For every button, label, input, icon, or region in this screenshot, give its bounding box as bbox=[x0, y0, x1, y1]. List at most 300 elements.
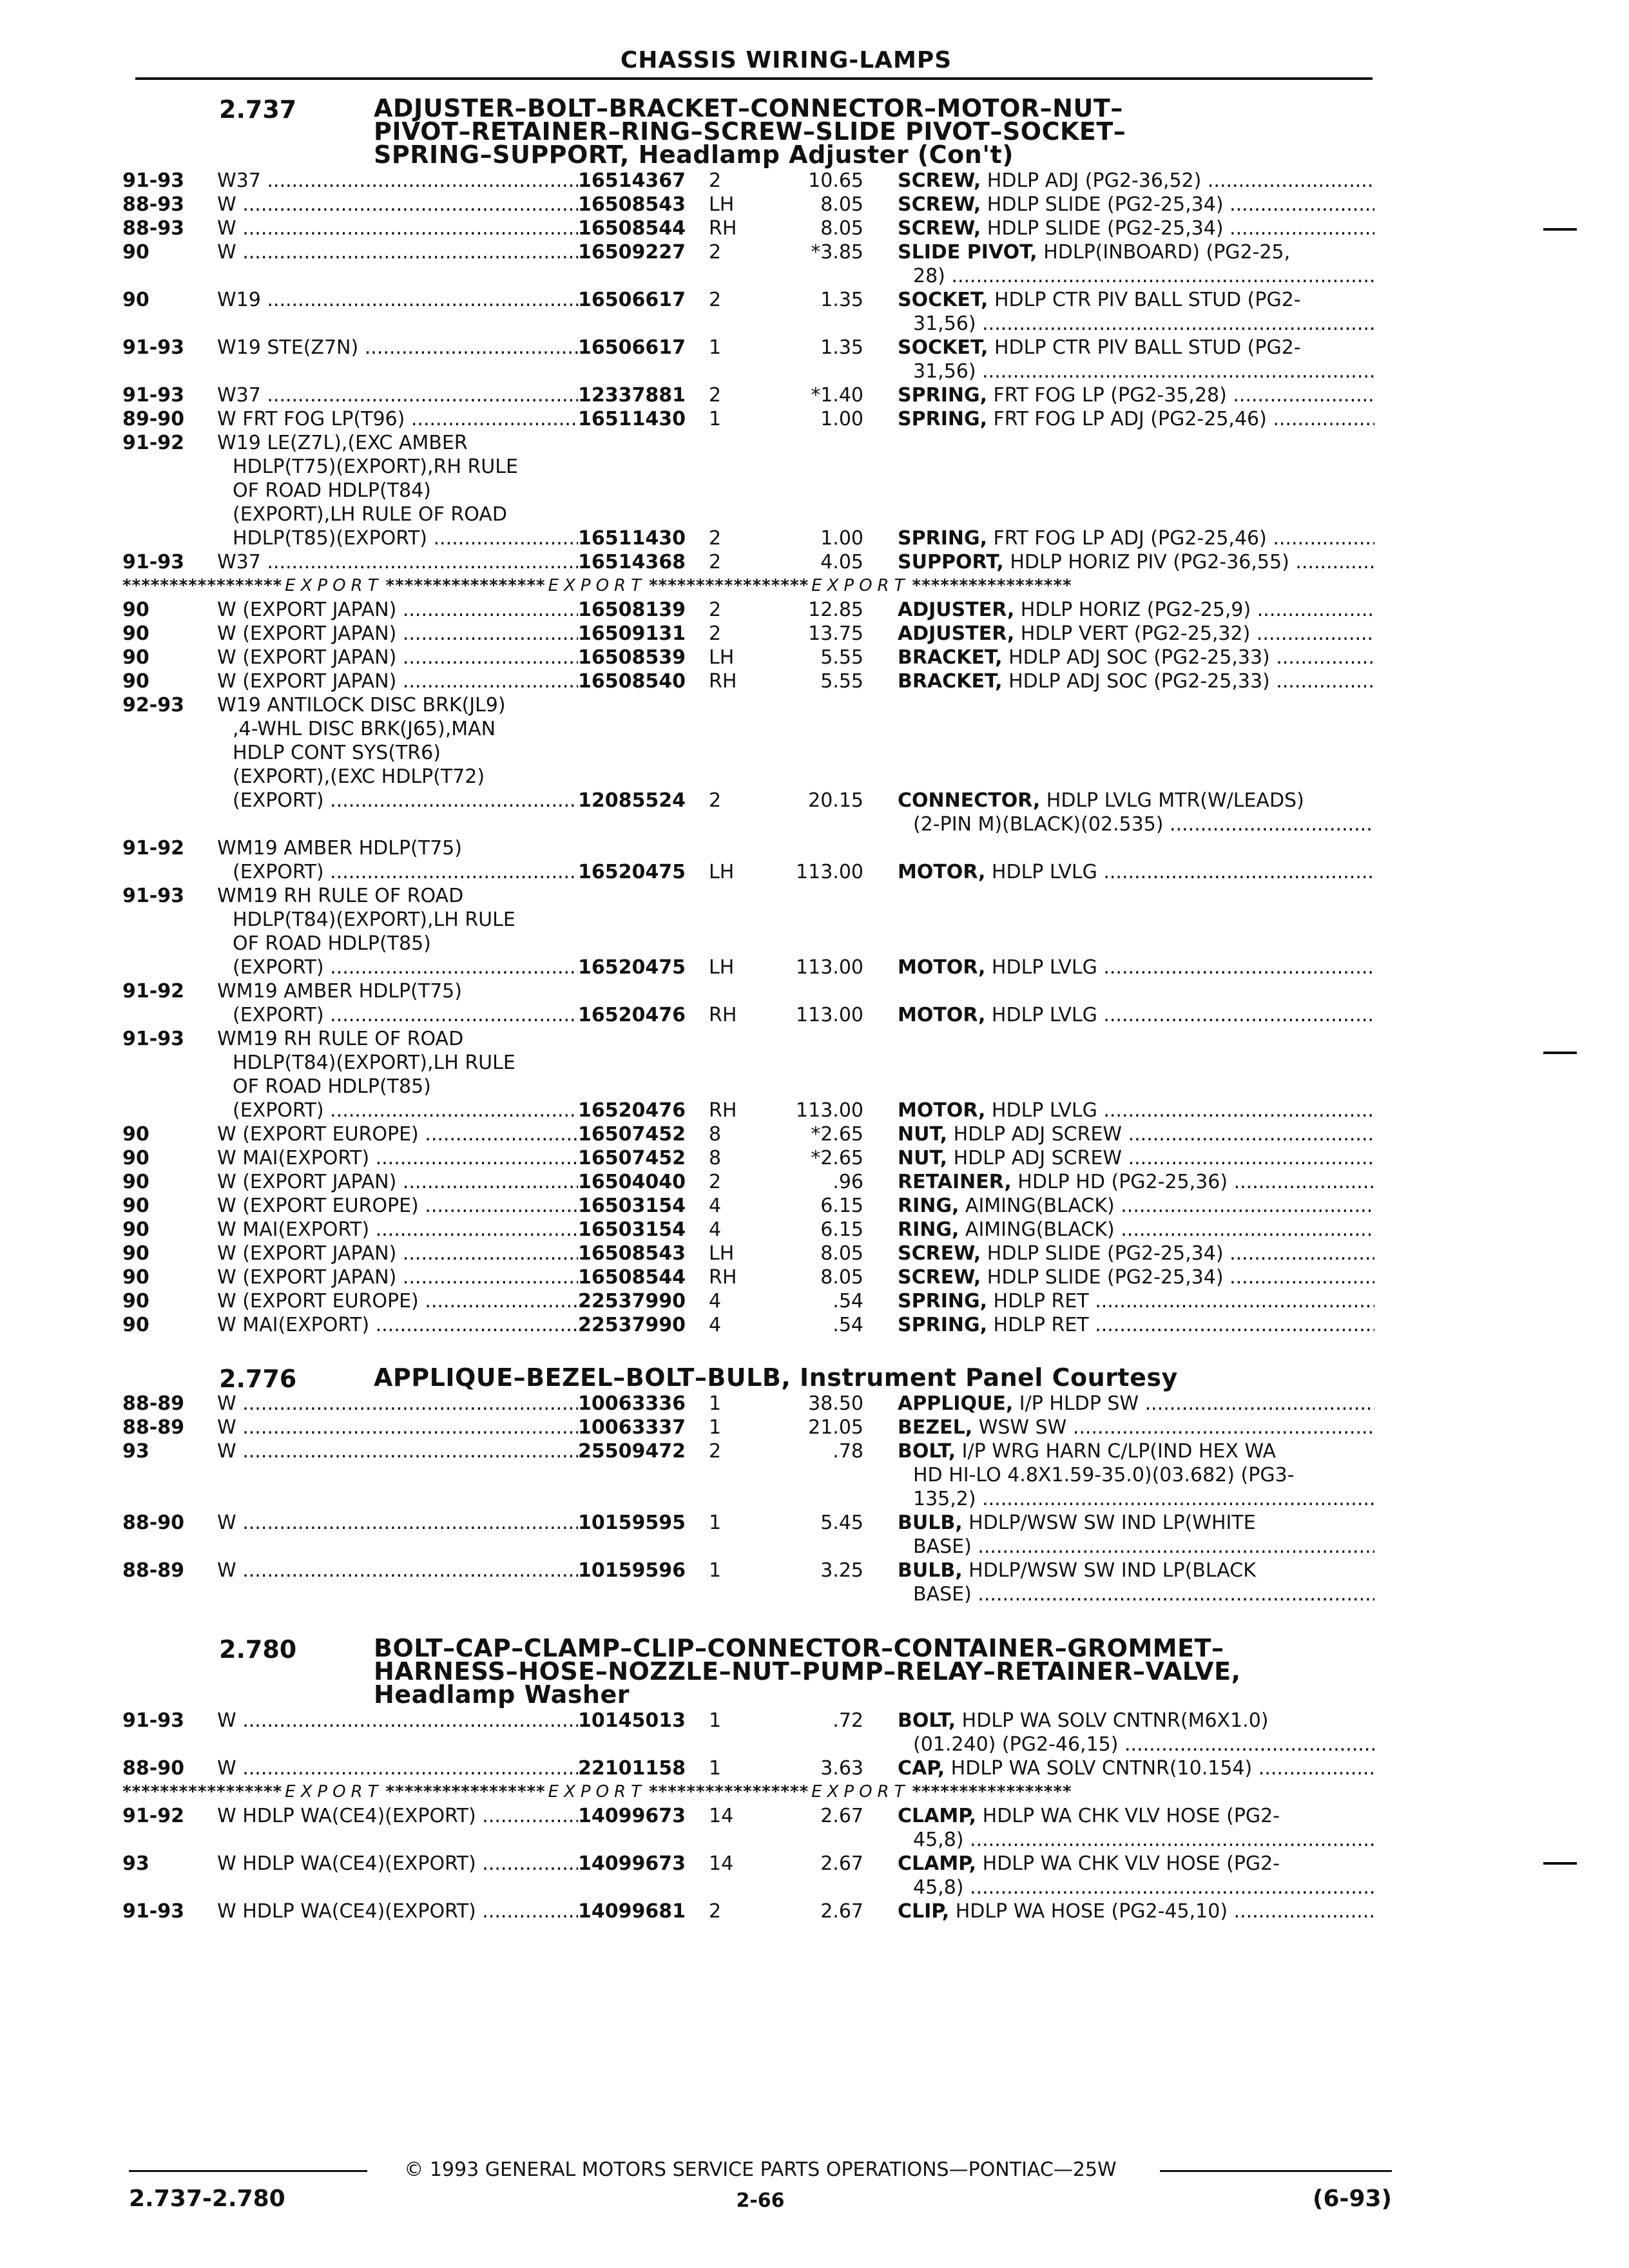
section-2-776 bbox=[122, 1363, 1385, 1606]
list-price: .54 bbox=[833, 1314, 863, 1336]
description-line bbox=[898, 1099, 1374, 1122]
model-application bbox=[217, 1289, 578, 1313]
part-row bbox=[122, 1027, 1385, 1122]
parts-table bbox=[122, 169, 1385, 1337]
section-title-line: PIVOT–RETAINER–RING–SCREW–SLIDE PIVOT–SOCKET– bbox=[374, 117, 1126, 146]
part-name: SCREW, bbox=[898, 1242, 981, 1265]
model-line: ,4-WHL DISC BRK(J65),MAN bbox=[233, 718, 496, 740]
part-name: BOLT, bbox=[898, 1440, 956, 1463]
description-line bbox=[898, 1265, 1374, 1289]
part-row bbox=[122, 431, 1385, 550]
model-line: W HDLP WA(CE4)(EXPORT) ..... bbox=[217, 1852, 578, 1876]
part-detail: HDLP(INBOARD) (PG2-25, bbox=[1037, 241, 1291, 264]
quantity: 2 bbox=[709, 622, 722, 645]
list-price: 1.35 bbox=[820, 289, 863, 311]
part-detail: HDLP WA SOLV CNTNR(M6X1.0) bbox=[956, 1709, 1269, 1732]
part-detail: I/P WRG HARN C/LP(IND HEX WA bbox=[956, 1440, 1277, 1463]
part-number: 16511430 bbox=[578, 527, 686, 550]
model-application bbox=[217, 1265, 578, 1289]
model-years: 91-92 bbox=[122, 1805, 184, 1827]
part-number: 16507452 bbox=[578, 1147, 686, 1169]
list-price: 20.15 bbox=[808, 789, 863, 812]
part-detail: HDLP SLIDE (PG2-25,34) bbox=[981, 1266, 1224, 1289]
part-name: CAP, bbox=[898, 1757, 945, 1780]
model-line: W ..... bbox=[217, 1756, 578, 1780]
part-name: CLAMP, bbox=[898, 1852, 977, 1875]
model-line: W (EXPORT EUROPE) ..... bbox=[217, 1122, 578, 1146]
part-number: 16504040 bbox=[578, 1171, 686, 1193]
model-years: 90 bbox=[122, 646, 149, 669]
model-application bbox=[217, 288, 578, 312]
separator-label: EXPORT bbox=[285, 1782, 383, 1802]
model-line: W ..... bbox=[217, 1709, 578, 1733]
quantity: 4 bbox=[709, 1218, 722, 1241]
model-years: 91-92 bbox=[122, 837, 184, 860]
separator-label: EXPORT bbox=[285, 576, 383, 595]
part-row bbox=[122, 598, 1385, 622]
list-price: 5.55 bbox=[820, 670, 863, 693]
description-line bbox=[898, 1003, 1374, 1027]
part-number: 16508543 bbox=[578, 193, 686, 216]
model-line: W (EXPORT JAPAN) ..... bbox=[217, 1265, 578, 1289]
list-price: 2.67 bbox=[820, 1900, 863, 1923]
list-price: 13.75 bbox=[808, 622, 863, 645]
description-line bbox=[898, 1289, 1374, 1313]
footer-date: (6-93) bbox=[1313, 2186, 1392, 2212]
part-row bbox=[122, 1289, 1385, 1313]
list-price: 12.85 bbox=[808, 599, 863, 621]
part-description bbox=[898, 1559, 1374, 1606]
part-name: SPRING, bbox=[898, 1290, 987, 1312]
part-description bbox=[898, 1122, 1374, 1146]
part-number: 16514368 bbox=[578, 551, 686, 573]
model-line: HDLP CONT SYS(TR6) bbox=[233, 742, 441, 764]
part-row bbox=[122, 884, 1385, 979]
part-detail: HDLP WA CHK VLV HOSE (PG2- bbox=[976, 1852, 1280, 1875]
model-application bbox=[217, 1756, 578, 1780]
description-line: (01.240) (PG2-46,15) ..... bbox=[898, 1733, 1374, 1756]
part-name: SCREW, bbox=[898, 193, 981, 216]
model-application bbox=[217, 1218, 578, 1242]
model-years: 90 bbox=[122, 289, 149, 311]
description-line: 135,2) ..... bbox=[898, 1487, 1374, 1511]
part-row bbox=[122, 1218, 1385, 1242]
footer-rule-right bbox=[1160, 2170, 1392, 2172]
description-line bbox=[898, 383, 1374, 407]
model-line: W37 ..... bbox=[217, 383, 578, 407]
part-description bbox=[898, 1003, 1374, 1027]
quantity: LH bbox=[709, 861, 735, 883]
part-description bbox=[898, 169, 1374, 193]
model-application bbox=[217, 622, 578, 646]
model-years: 93 bbox=[122, 1440, 149, 1463]
part-number: 16508139 bbox=[578, 599, 686, 621]
description-line bbox=[898, 550, 1374, 574]
running-head: CHASSIS WIRING-LAMPS bbox=[620, 47, 952, 73]
part-description bbox=[898, 193, 1374, 216]
part-detail: HDLP ADJ SCREW bbox=[947, 1147, 1123, 1169]
part-row bbox=[122, 240, 1385, 288]
section-heading bbox=[122, 94, 1385, 169]
model-line: W37 ..... bbox=[217, 169, 578, 193]
part-detail: FRT FOG LP ADJ (PG2-25,46) bbox=[987, 408, 1267, 430]
list-price: .72 bbox=[833, 1709, 863, 1732]
model-years: 90 bbox=[122, 1218, 149, 1241]
part-row bbox=[122, 1242, 1385, 1265]
description-line bbox=[898, 669, 1374, 693]
part-name: SCREW, bbox=[898, 169, 981, 192]
part-name: SPRING, bbox=[898, 527, 987, 550]
model-line: W MAI(EXPORT) ..... bbox=[217, 1218, 578, 1242]
part-detail: AIMING(BLACK) bbox=[959, 1218, 1115, 1241]
model-line: W ..... bbox=[217, 1392, 578, 1416]
part-number: 12337881 bbox=[578, 384, 686, 407]
model-years: 90 bbox=[122, 1123, 149, 1146]
part-row bbox=[122, 1756, 1385, 1780]
model-application bbox=[217, 1313, 578, 1337]
description-line bbox=[898, 216, 1374, 240]
quantity: RH bbox=[709, 217, 737, 240]
model-years: 88-93 bbox=[122, 193, 184, 216]
part-name: RETAINER, bbox=[898, 1171, 1012, 1193]
separator-label: EXPORT bbox=[811, 1782, 910, 1802]
separator-stars: ***************** bbox=[649, 1782, 809, 1802]
part-row bbox=[122, 288, 1385, 336]
quantity: LH bbox=[709, 646, 735, 669]
model-years: 91-92 bbox=[122, 432, 184, 454]
model-application bbox=[217, 1027, 578, 1122]
part-row bbox=[122, 1265, 1385, 1289]
list-price: .96 bbox=[833, 1171, 863, 1193]
parts-table bbox=[122, 1709, 1385, 1923]
part-number: 16509227 bbox=[578, 241, 686, 264]
list-price: .78 bbox=[833, 1440, 863, 1463]
section-title-line bbox=[374, 1680, 1340, 1709]
part-number: 16508539 bbox=[578, 646, 686, 669]
description-line bbox=[898, 1313, 1374, 1337]
model-years: 91-93 bbox=[122, 169, 184, 192]
part-detail: HDLP LVLG bbox=[985, 861, 1097, 883]
part-name: ADJUSTER, bbox=[898, 622, 1015, 645]
model-application bbox=[217, 1170, 578, 1194]
model-line: W HDLP WA(CE4)(EXPORT) ..... bbox=[217, 1804, 578, 1828]
list-price: 5.55 bbox=[820, 646, 863, 669]
model-line: W19 LE(Z7L),(EXC AMBER bbox=[217, 432, 468, 454]
section-title-line: BOLT–CAP–CLAMP–CLIP–CONNECTOR–CONTAINER–GROMMET– bbox=[374, 1634, 1224, 1662]
part-detail: HDLP ADJ SOC (PG2-25,33) bbox=[1002, 670, 1270, 693]
section-title bbox=[374, 1634, 1340, 1709]
model-line: W (EXPORT EUROPE) ..... bbox=[217, 1194, 578, 1218]
part-number: 10063337 bbox=[578, 1416, 686, 1439]
quantity: 1 bbox=[709, 408, 722, 430]
model-line: W (EXPORT JAPAN) ..... bbox=[217, 1242, 578, 1265]
part-description bbox=[898, 1218, 1374, 1242]
part-number: 16507452 bbox=[578, 1123, 686, 1146]
list-price: 3.25 bbox=[820, 1559, 863, 1582]
model-application bbox=[217, 1146, 578, 1170]
list-price: 5.45 bbox=[820, 1512, 863, 1534]
model-application bbox=[217, 669, 578, 693]
description-line bbox=[898, 1122, 1374, 1146]
description-line bbox=[898, 193, 1374, 216]
margin-mark bbox=[1543, 1052, 1577, 1054]
part-description bbox=[898, 1756, 1374, 1780]
quantity: RH bbox=[709, 1004, 737, 1026]
separator-stars: ***************** bbox=[385, 1782, 546, 1802]
part-row bbox=[122, 1122, 1385, 1146]
separator-stars: ***************** bbox=[912, 576, 1072, 595]
model-line: W37 ..... bbox=[217, 550, 578, 574]
model-line: W ..... bbox=[217, 216, 578, 240]
part-description bbox=[898, 1439, 1374, 1511]
section-title bbox=[374, 1363, 1340, 1392]
quantity: LH bbox=[709, 193, 735, 216]
part-row bbox=[122, 1709, 1385, 1756]
separator-stars: ***************** bbox=[385, 576, 546, 595]
quantity: RH bbox=[709, 1266, 737, 1289]
part-description bbox=[898, 1194, 1374, 1218]
model-line: W ..... bbox=[217, 1559, 578, 1582]
part-row bbox=[122, 979, 1385, 1027]
quantity: 2 bbox=[709, 789, 722, 812]
part-row bbox=[122, 216, 1385, 240]
part-detail: HDLP HD (PG2-25,36) bbox=[1011, 1171, 1228, 1193]
part-description bbox=[898, 1146, 1374, 1170]
model-line: (EXPORT) ..... bbox=[217, 789, 578, 812]
part-detail: HDLP SLIDE (PG2-25,34) bbox=[981, 217, 1224, 240]
quantity: 2 bbox=[709, 527, 722, 550]
quantity: 2 bbox=[709, 1171, 722, 1193]
part-detail: HDLP WA SOLV CNTNR(10.154) bbox=[945, 1757, 1253, 1780]
model-years: 91-93 bbox=[122, 336, 184, 359]
model-years: 91-93 bbox=[122, 885, 184, 907]
part-detail: HDLP/WSW SW IND LP(WHITE bbox=[962, 1512, 1256, 1534]
part-name: MOTOR, bbox=[898, 1099, 986, 1122]
part-name: SPRING, bbox=[898, 384, 987, 407]
part-name: CLIP, bbox=[898, 1900, 950, 1923]
model-application bbox=[217, 836, 578, 884]
part-detail: HDLP HORIZ PIV (PG2-36,55) bbox=[1003, 551, 1289, 573]
quantity: 2 bbox=[709, 241, 722, 264]
part-name: BOLT, bbox=[898, 1709, 956, 1732]
quantity: 8 bbox=[709, 1147, 722, 1169]
description-line bbox=[898, 1194, 1374, 1218]
part-row bbox=[122, 1899, 1385, 1923]
list-price: 1.35 bbox=[820, 336, 863, 359]
part-number: 16509131 bbox=[578, 622, 686, 645]
model-line: W MAI(EXPORT) ..... bbox=[217, 1313, 578, 1337]
part-name: SCREW, bbox=[898, 217, 981, 240]
description-line bbox=[898, 288, 1374, 312]
model-years: 90 bbox=[122, 1171, 149, 1193]
part-detail: HDLP SLIDE (PG2-25,34) bbox=[981, 193, 1224, 216]
model-years: 88-89 bbox=[122, 1559, 184, 1582]
margin-mark bbox=[1543, 228, 1577, 231]
model-line: HDLP(T85)(EXPORT) ..... bbox=[217, 526, 578, 550]
list-price: 113.00 bbox=[796, 1004, 863, 1026]
model-line: (EXPORT) ..... bbox=[217, 860, 578, 884]
part-name: NUT, bbox=[898, 1123, 948, 1146]
export-separator bbox=[122, 1780, 1385, 1804]
part-description bbox=[898, 598, 1374, 622]
quantity: 14 bbox=[709, 1805, 734, 1827]
part-number: 22101158 bbox=[578, 1757, 686, 1780]
part-name: CONNECTOR, bbox=[898, 789, 1041, 812]
part-row bbox=[122, 836, 1385, 884]
description-line: (2-PIN M)(BLACK)(02.535) ..... bbox=[898, 812, 1374, 836]
part-detail: HDLP WA CHK VLV HOSE (PG2- bbox=[976, 1805, 1280, 1827]
part-description bbox=[898, 407, 1374, 431]
export-separator bbox=[122, 574, 1385, 598]
part-name: BEZEL, bbox=[898, 1416, 973, 1439]
description-line bbox=[898, 1559, 1374, 1582]
description-line bbox=[898, 1709, 1374, 1733]
quantity: 1 bbox=[709, 1392, 722, 1415]
part-name: SOCKET, bbox=[898, 289, 988, 311]
description-line: 45,8) ..... bbox=[898, 1828, 1374, 1852]
part-number: 16514367 bbox=[578, 169, 686, 192]
list-price: *2.65 bbox=[811, 1147, 863, 1169]
list-price: 38.50 bbox=[808, 1392, 863, 1415]
model-years: 91-93 bbox=[122, 551, 184, 573]
part-detail: I/P HLDP SW bbox=[1013, 1392, 1139, 1415]
model-line: W ..... bbox=[217, 1511, 578, 1535]
model-line: W ..... bbox=[217, 193, 578, 216]
part-name: RING, bbox=[898, 1195, 959, 1217]
part-row bbox=[122, 336, 1385, 383]
model-application bbox=[217, 1559, 578, 1582]
part-description bbox=[898, 1804, 1374, 1852]
part-number: 12085524 bbox=[578, 789, 686, 812]
part-name: SPRING, bbox=[898, 408, 987, 430]
part-row bbox=[122, 1511, 1385, 1559]
part-description bbox=[898, 1265, 1374, 1289]
part-description bbox=[898, 789, 1374, 836]
part-number: 16520475 bbox=[578, 861, 686, 883]
quantity: 2 bbox=[709, 169, 722, 192]
list-price: 8.05 bbox=[820, 1266, 863, 1289]
part-description bbox=[898, 1416, 1374, 1439]
model-application bbox=[217, 1392, 578, 1416]
model-years: 91-93 bbox=[122, 1028, 184, 1050]
model-application bbox=[217, 1899, 578, 1923]
description-line bbox=[898, 1218, 1374, 1242]
model-line: HDLP(T84)(EXPORT),LH RULE bbox=[233, 1052, 516, 1074]
model-application bbox=[217, 1416, 578, 1439]
model-line: W (EXPORT JAPAN) ..... bbox=[217, 598, 578, 622]
section-2-780 bbox=[122, 1634, 1385, 1923]
part-name: BRACKET, bbox=[898, 646, 1003, 669]
quantity: 2 bbox=[709, 289, 722, 311]
part-description bbox=[898, 1289, 1374, 1313]
model-years: 90 bbox=[122, 1242, 149, 1265]
part-name: NUT, bbox=[898, 1147, 948, 1169]
part-row bbox=[122, 1804, 1385, 1852]
model-application bbox=[217, 216, 578, 240]
model-line: W FRT FOG LP(T96) ..... bbox=[217, 407, 578, 431]
part-description bbox=[898, 288, 1374, 336]
part-description bbox=[898, 956, 1374, 979]
section-number: 2.737 bbox=[219, 95, 297, 124]
part-detail: HDLP LVLG bbox=[985, 1099, 1097, 1122]
quantity: 1 bbox=[709, 336, 722, 359]
description-line bbox=[898, 598, 1374, 622]
part-number: 10159596 bbox=[578, 1559, 686, 1582]
model-years: 88-93 bbox=[122, 217, 184, 240]
part-row bbox=[122, 1146, 1385, 1170]
quantity: 1 bbox=[709, 1512, 722, 1534]
section-2-737 bbox=[122, 94, 1385, 1337]
list-price: *1.40 bbox=[811, 384, 863, 407]
part-number: 16511430 bbox=[578, 408, 686, 430]
part-number: 14099681 bbox=[578, 1900, 686, 1923]
section-subtitle: Instrument Panel Courtesy bbox=[791, 1363, 1178, 1392]
list-price: 113.00 bbox=[796, 1099, 863, 1122]
description-line: 31,56) ..... bbox=[898, 312, 1374, 336]
separator-stars: ***************** bbox=[122, 576, 283, 595]
quantity: 2 bbox=[709, 1440, 722, 1463]
model-application bbox=[217, 240, 578, 264]
description-line: BASE) ..... bbox=[898, 1582, 1374, 1606]
model-line: W (EXPORT JAPAN) ..... bbox=[217, 646, 578, 669]
separator-label: EXPORT bbox=[548, 576, 646, 595]
description-line bbox=[898, 860, 1374, 884]
model-years: 90 bbox=[122, 241, 149, 264]
separator-label: EXPORT bbox=[548, 1782, 646, 1802]
model-line: WM19 RH RULE OF ROAD bbox=[217, 1028, 464, 1050]
model-line: W MAI(EXPORT) ..... bbox=[217, 1146, 578, 1170]
header-rule bbox=[135, 77, 1373, 80]
list-price: .54 bbox=[833, 1290, 863, 1312]
model-application bbox=[217, 1852, 578, 1876]
section-heading bbox=[122, 1634, 1385, 1709]
part-detail: HDLP SLIDE (PG2-25,34) bbox=[981, 1242, 1224, 1265]
quantity: 1 bbox=[709, 1709, 722, 1732]
separator-label: EXPORT bbox=[811, 576, 910, 595]
part-number: 16508540 bbox=[578, 670, 686, 693]
description-line bbox=[898, 1852, 1374, 1876]
part-name: SOCKET, bbox=[898, 336, 988, 359]
part-name: MOTOR, bbox=[898, 861, 986, 883]
model-application bbox=[217, 169, 578, 193]
description-line: BASE) ..... bbox=[898, 1535, 1374, 1559]
model-years: 93 bbox=[122, 1852, 149, 1875]
model-years: 90 bbox=[122, 1290, 149, 1312]
footer-section-range: 2.737-2.780 bbox=[129, 2186, 285, 2212]
section-number: 2.776 bbox=[219, 1365, 297, 1393]
model-line: OF ROAD HDLP(T85) bbox=[233, 932, 431, 955]
model-line: OF ROAD HDLP(T84) bbox=[233, 479, 431, 502]
part-name: BULB, bbox=[898, 1512, 963, 1534]
part-row bbox=[122, 646, 1385, 669]
quantity: LH bbox=[709, 956, 735, 979]
part-row bbox=[122, 1559, 1385, 1606]
part-row bbox=[122, 1313, 1385, 1337]
part-number: 14099673 bbox=[578, 1805, 686, 1827]
list-price: 10.65 bbox=[808, 169, 863, 192]
parts-table bbox=[122, 1392, 1385, 1606]
section-number: 2.780 bbox=[219, 1635, 297, 1664]
part-detail: HDLP LVLG bbox=[985, 1004, 1097, 1026]
model-line: W ..... bbox=[217, 1416, 578, 1439]
quantity: 2 bbox=[709, 1900, 722, 1923]
description-line bbox=[898, 240, 1374, 264]
part-number: 16508544 bbox=[578, 217, 686, 240]
model-application bbox=[217, 407, 578, 431]
model-line: (EXPORT),LH RULE OF ROAD bbox=[233, 503, 507, 526]
model-application bbox=[217, 884, 578, 979]
part-name: APPLIQUE, bbox=[898, 1392, 1014, 1415]
